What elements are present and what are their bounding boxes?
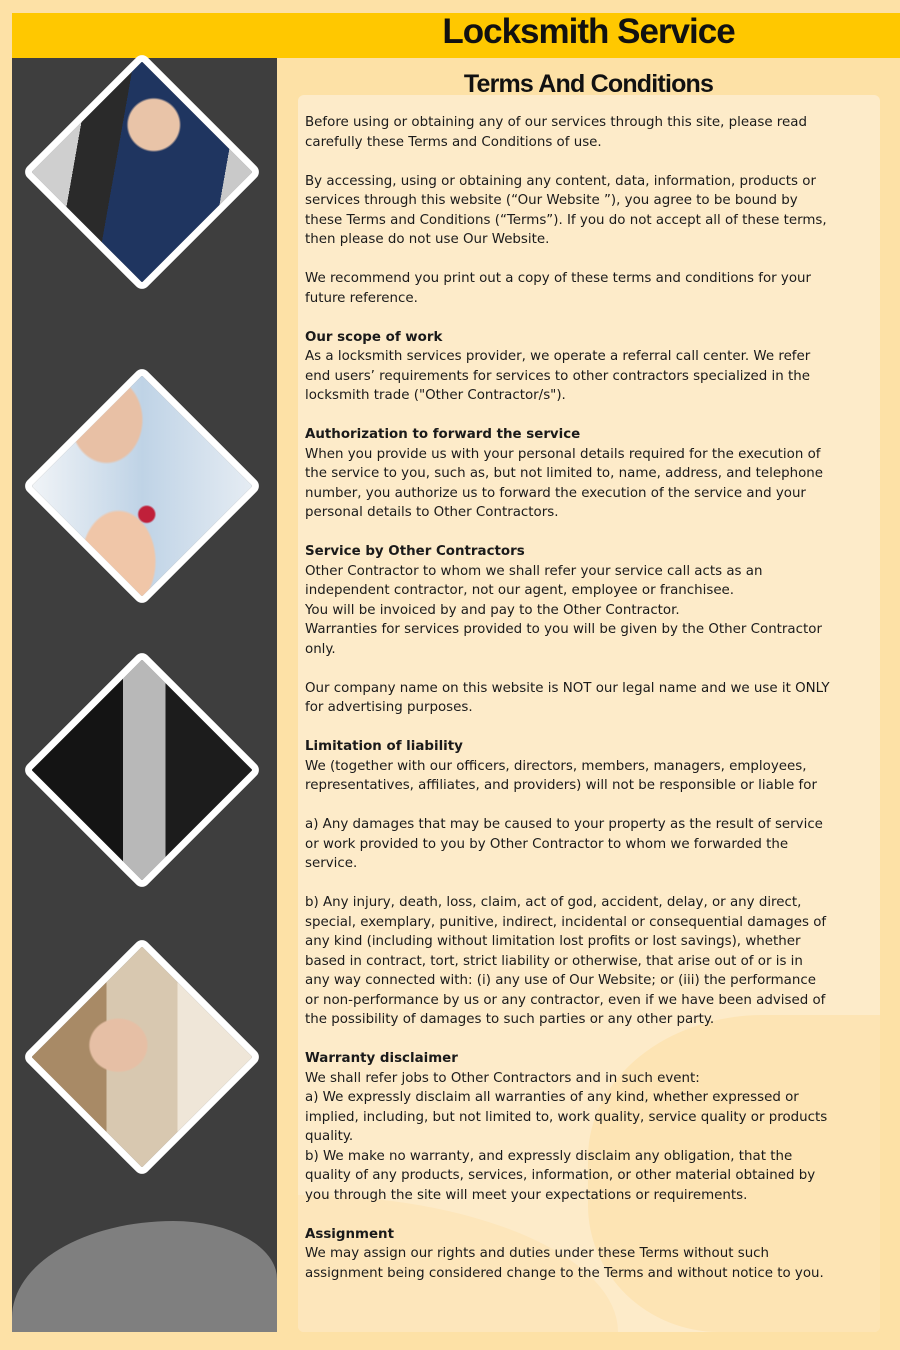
paragraph-gap (305, 659, 880, 679)
text-line: future reference. (305, 290, 418, 306)
text-line: you through the site will meet your expectations or requirements. (305, 1187, 748, 1203)
text-line: We (together with our officers, directors, members, managers, employees, (305, 758, 807, 774)
paragraph-gap (305, 523, 880, 543)
section-heading: Assignment (305, 1226, 394, 1242)
text-line: Warranties for services provided to you will be given by the Other Contractor (305, 622, 822, 637)
page-title: Locksmith Service (442, 12, 735, 51)
text-line: only. (305, 641, 336, 657)
text-line: for advertising purposes. (305, 700, 473, 715)
paragraph-gap (305, 308, 880, 328)
text-line: any way connected with: (i) any use of Our Website; or (iii) the performance (305, 973, 816, 988)
paragraph-gap (305, 718, 880, 738)
text-line: personal details to Other Contractors. (305, 505, 559, 520)
paragraph-gap (305, 406, 880, 426)
text-line: these Terms and Conditions (“Terms”). If you do not accept all of these terms, (305, 212, 827, 228)
text-line: Our company name on this website is NOT our legal name and we use it ONLY (305, 680, 830, 696)
text-line: quality of any products, services, information, or other material obtained by (305, 1168, 816, 1183)
paragraph-gap (305, 1030, 880, 1050)
text-line: the service to you, such as, but not limited to, name, address, and telephone (305, 466, 824, 481)
text-line: special, exemplary, punitive, indirect, incidental or consequential damages of (305, 914, 827, 930)
text-line: any kind (including without limitation lost profits or lost savings), whether (305, 934, 801, 949)
text-line: Before using or obtaining any of our services through this site, please read (305, 115, 807, 130)
paragraph-gap (305, 152, 880, 172)
text-line: service. (305, 856, 358, 871)
text-line: a) Any damages that may be caused to your property as the result of service (305, 817, 823, 832)
paragraph-gap (305, 1205, 880, 1225)
decorative-blob (12, 1221, 277, 1332)
text-line: or non-performance by us or any contractor, even if we have been advised of (305, 992, 826, 1008)
text-line: end users’ requirements for services to other contractors specialized in the (305, 368, 810, 384)
text-line: then please do not use Our Website. (305, 232, 550, 247)
text-line: b) Any injury, death, loss, claim, act of god, accident, delay, or any direct, (305, 895, 802, 910)
text-line: We shall refer jobs to Other Contractors and in such event: (305, 1070, 700, 1086)
text-line: assignment being considered change to the Terms and without notice to you. (305, 1265, 824, 1281)
text-line: number, you authorize us to forward the execution of the service and your (305, 485, 806, 501)
section-title: Terms And Conditions (463, 70, 714, 98)
text-line: We recommend you print out a copy of these terms and conditions for your (305, 271, 812, 286)
text-line: or work provided to you by Other Contractor to whom we forwarded the (305, 836, 789, 852)
text-line: As a locksmith services provider, we operate a referral call center. We refer (305, 349, 811, 364)
text-line: the possibility of damages to such parties or any other party. (305, 1012, 715, 1027)
section-heading: Service by Other Contractors (305, 544, 525, 559)
text-line: We may assign our rights and duties under these Terms without such (305, 1246, 770, 1261)
text-line: carefully these Terms and Conditions of use. (305, 134, 602, 150)
text-line: representatives, affiliates, and providers) will not be responsible or liable for (305, 778, 817, 793)
text-line: b) We make no warranty, and expressly disclaim any obligation, that the (305, 1148, 793, 1164)
text-line: implied, including, but not limited to, work quality, service quality or products (305, 1109, 828, 1125)
paragraph-gap (305, 250, 880, 270)
text-line: By accessing, using or obtaining any content, data, information, products or (305, 173, 816, 189)
paragraph-gap (305, 796, 880, 816)
text-line: You will be invoiced by and pay to the Other Contractor. (305, 602, 680, 618)
text-line: based in contract, tort, strict liability or otherwise, that arise out of or is in (305, 953, 803, 969)
text-line: locksmith trade ("Other Contractor/s"). (305, 388, 566, 403)
section-heading: Warranty disclaimer (305, 1051, 458, 1066)
paragraph-gap (305, 874, 880, 894)
section-heading: Limitation of liability (305, 739, 463, 754)
text-line: a) We expressly disclaim all warranties of any kind, whether expressed or (305, 1090, 799, 1105)
section-heading: Our scope of work (305, 329, 443, 345)
text-line: independent contractor, not our agent, employee or franchisee. (305, 583, 735, 598)
text-line: quality. (305, 1129, 354, 1144)
text-line: Other Contractor to whom we shall refer your service call acts as an (305, 563, 763, 579)
section-heading: Authorization to forward the service (305, 427, 581, 442)
terms-body (305, 113, 880, 1283)
text-line: services through this website (“Our Website ”), you agree to be bound by (305, 193, 798, 208)
text-line: When you provide us with your personal details required for the execution of (305, 446, 821, 462)
